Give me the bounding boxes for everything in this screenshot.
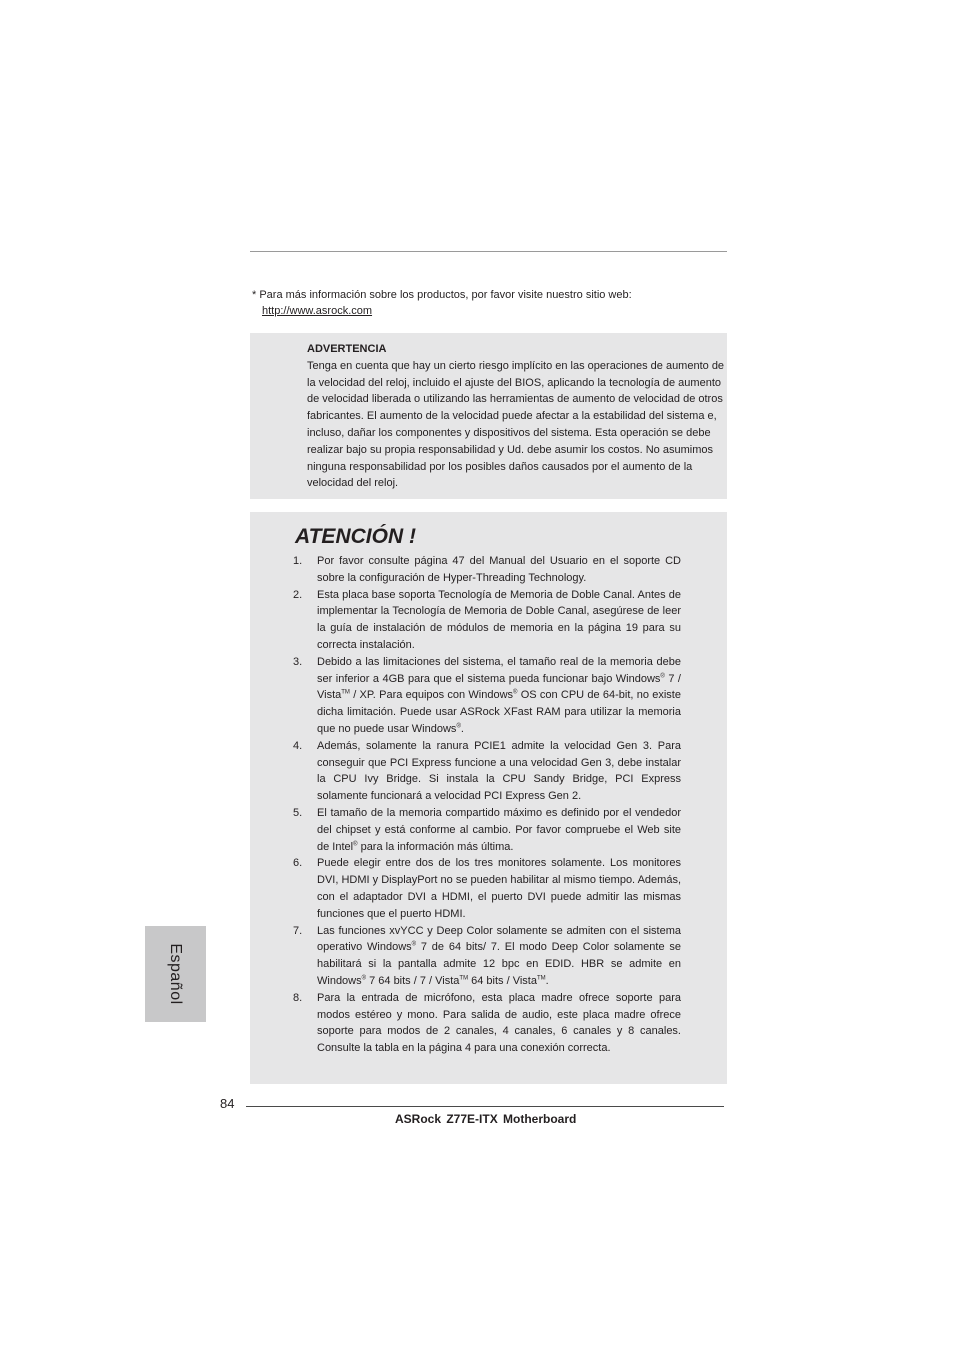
- attention-item: [293, 654, 681, 738]
- attention-text-part: 64 bits / Vista: [468, 974, 537, 987]
- attention-item: [293, 805, 681, 855]
- info-note: [252, 287, 732, 319]
- attention-item: [293, 923, 681, 990]
- trademark-mark: ®: [513, 689, 518, 696]
- attention-item: [293, 587, 681, 654]
- warning-title: ADVERTENCIA: [307, 343, 387, 355]
- trademark-mark: TM: [536, 975, 546, 982]
- attention-item-text: [317, 807, 681, 853]
- attention-item-number: 1.: [293, 555, 303, 567]
- attention-box: [250, 512, 727, 1084]
- attention-item-number: 5.: [293, 806, 303, 819]
- page-number: 84: [220, 1096, 235, 1111]
- footer-title: ASRock Z77E-ITX Motherboard: [395, 1112, 577, 1126]
- info-note-text: * Para más información sobre los productos, por favor visite nuestro sitio web:: [252, 289, 632, 301]
- attention-item-number: 2.: [293, 588, 303, 601]
- attention-item-text: [317, 656, 681, 735]
- attention-item-text: Para la entrada de micrófono, esta placa madre ofrece soporte para modos estéreo y mono. Para salida de audio, este placa madre ofrece soporte para modos de 2 canales, 4 canales, 6 canales y 8 canales. Consulte la tabla en la página 4 para una conexión correcta.: [317, 991, 681, 1055]
- trademark-mark: ®: [361, 975, 367, 982]
- attention-item-number: 6.: [293, 857, 303, 870]
- attention-item-text: [317, 925, 681, 987]
- attention-text-part: / XP. Para equipos con Windows: [349, 689, 514, 702]
- attention-item: [293, 738, 681, 805]
- attention-title: ATENCIÓN !: [295, 525, 416, 548]
- trademark-mark: TM: [459, 975, 469, 982]
- attention-item: [293, 553, 681, 587]
- website-link[interactable]: http://www.asrock.com: [262, 305, 373, 317]
- attention-text-part: para la información más última.: [357, 840, 514, 853]
- attention-item-text: Por favor consulte página 47 del Manual del Usuario en el soporte CD sobre la configuración de Hyper-Threading Technology.: [317, 555, 681, 584]
- attention-text-part: Debido a las limitaciones del sistema, el tamaño real de la memoria debe ser inferior a 4GB para que el sistema pueda funcionar bajo Windows: [317, 655, 681, 685]
- attention-text-part: 7 de 64 bits/ 7. El modo Deep Color solamente se habilitará si la pantalla admite 12 bpc en EDID. HBR se admite en Windows: [317, 941, 681, 987]
- attention-item-number: 8.: [293, 991, 303, 1004]
- trademark-mark: ®: [353, 840, 358, 847]
- attention-item: [293, 990, 681, 1057]
- top-divider: [250, 251, 727, 252]
- warning-box: [250, 333, 727, 499]
- attention-item-number: 3.: [293, 655, 303, 668]
- trademark-mark: ®: [456, 723, 461, 730]
- attention-text-part: .: [545, 974, 549, 987]
- trademark-mark: TM: [341, 689, 350, 696]
- attention-text-part: OS con CPU de 64-bit, no existe dicha limitación. Puede usar ASRock XFast RAM para utilizar la memoria que no puede usar Windows: [317, 689, 681, 735]
- attention-item-text: Además, solamente la ranura PCIE1 admite la velocidad Gen 3. Para conseguir que PCI Express funcione a una velocidad Gen 3, debe instalar la CPU Ivy Bridge. Si instala la CPU Sandy Bridge, PCI Express solamente funcionará a velocidad PCI Express Gen 2.: [317, 739, 681, 803]
- trademark-mark: ®: [660, 672, 665, 679]
- trademark-mark: ®: [411, 941, 417, 948]
- attention-text-part: El tamaño de la memoria compartido máximo es definido por el vendedor del chipset y está conforme al cambio. Por favor compruebe el Web site de Intel: [317, 806, 681, 853]
- attention-text-part: .: [460, 722, 464, 735]
- attention-item: [293, 855, 681, 922]
- language-tab: [145, 926, 206, 1022]
- attention-text-part: Las funciones xvYCC y Deep Color solamente se admiten con el sistema operativo Windows: [317, 924, 681, 954]
- attention-text-part: 7 64 bits / 7 / Vista: [366, 974, 460, 987]
- attention-item-text: Esta placa base soporta Tecnología de Memoria de Doble Canal. Antes de implementar la Tecnología de Memoria de Doble Canal, asegúrese de leer la guía de instalación de módulos de memoria en la página 19 para su correcta instalación.: [317, 588, 681, 651]
- attention-item-number: 7.: [293, 924, 303, 937]
- attention-item-text: Puede elegir entre dos de los tres monitores solamente. Los monitores DVI, HDMI y DisplayPort no se pueden habilitar al mismo tiempo. Además, con el adaptador DVI a HDMI, el puerto DVI puede admitir las mismas funciones que el puerto HDMI.: [317, 857, 681, 920]
- attention-item-number: 4.: [293, 739, 303, 752]
- attention-text-part: 7 / Vista: [317, 672, 681, 702]
- language-tab-label: Español: [167, 943, 184, 1005]
- attention-list: [293, 553, 681, 1057]
- footer-divider: [246, 1106, 724, 1107]
- warning-body: Tenga en cuenta que hay un cierto riesgo implícito en las operaciones de aumento de la velocidad del reloj, incluido el ajuste del BIOS, aplicando la tecnología de aumento de velocidad liberada o utilizando las herramientas de aumento de velocidad de otros fabricantes. El aumento de la velocidad puede afectar a la estabilidad del sistema e, incluso, dañar los componentes y dispositivos del sistema. Esta operación se debe realizar bajo su propia responsabilidad y Ud. debe asumir los costos. No asumimos ninguna responsabilidad por los posibles daños causados por el aumento de la velocidad del reloj.: [307, 359, 725, 490]
